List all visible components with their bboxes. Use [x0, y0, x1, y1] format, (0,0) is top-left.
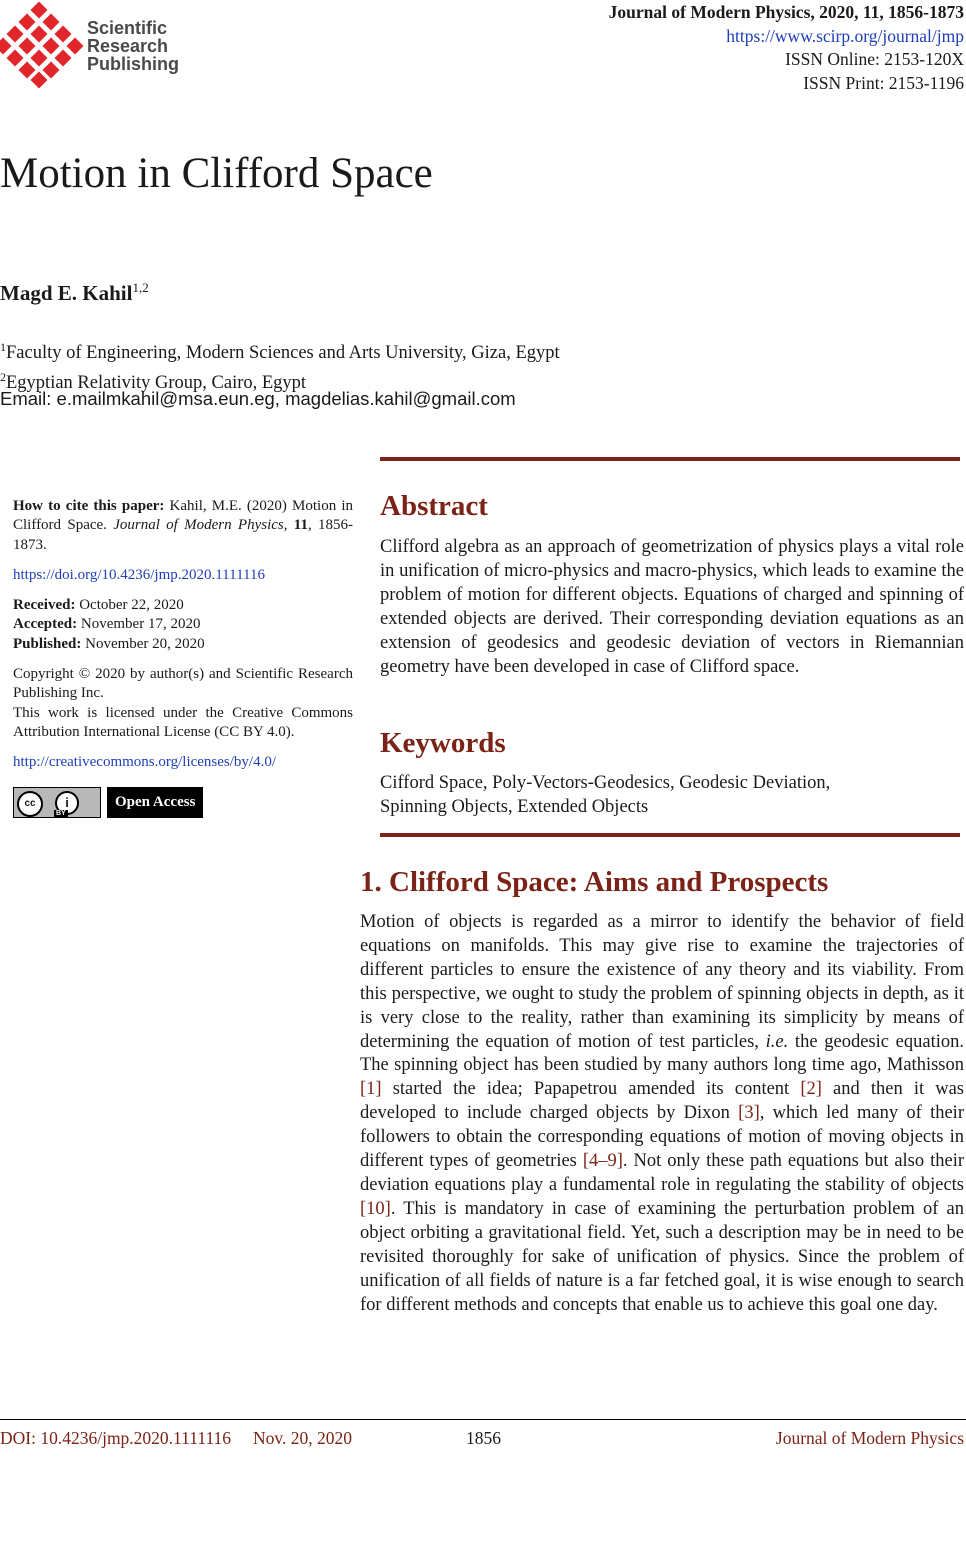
author-affil-sup: 1,2 — [132, 280, 149, 295]
issn-online: ISSN Online: 2153-120X — [785, 49, 964, 69]
body-text: the geodesic equation. The spinning object has been studied by many authors long time ago, Mathisson — [360, 1031, 965, 1076]
cite-label: How to cite this paper: — [13, 498, 165, 514]
body-text: and then it was developed to include charged objects by Dixon — [360, 1079, 964, 1124]
reference-link[interactable]: [1] — [360, 1079, 382, 1100]
published-value: November 20, 2020 — [81, 635, 205, 652]
person-icon: i — [55, 791, 79, 815]
page-number: 1856 — [466, 1428, 501, 1448]
received-value: October 22, 2020 — [75, 597, 184, 614]
received-label: Received: — [13, 597, 76, 614]
body-text: . This is mandatory in case of examining the perturbation problem of an object orbiting a gravitational field. Yet, such a description may be in need to be revisited thoroughly for sake of unification of physics. Since the problem of unification of all fields of nature is a far fetched goal, it is wise enough to search for different methods and concepts that enable us to achieve this goal one day. — [360, 1198, 964, 1315]
license-text: This work is licensed under the Creative Commons Attribution International License (CC BY 4.0). — [13, 704, 353, 740]
license-link[interactable]: http://creativecommons.org/licenses/by/4.0/ — [13, 754, 277, 771]
author-name-text: Magd E. Kahil — [0, 281, 133, 305]
reference-link[interactable]: [10] — [360, 1198, 391, 1219]
cite-separator: , — [283, 517, 294, 534]
cite-volume: 11 — [293, 517, 308, 534]
paper-title: Motion in Clifford Space — [0, 150, 433, 197]
body-text: . Not only these path equations but also their deviation equations play a fundamental role in regulating the stability of objects — [360, 1151, 965, 1195]
affil-text-1: Faculty of Engineering, Modern Sciences and Arts University, Giza, Egypt — [6, 343, 560, 364]
body-text: , which led many of their followers to obtain the corresponding equations of motion of moving objects in different types of geometries — [360, 1103, 964, 1172]
by-label: BY — [56, 809, 66, 817]
footer-date: Nov. 20, 2020 — [252, 1428, 352, 1448]
reference-link[interactable]: [3] — [738, 1103, 760, 1124]
abstract-top-rule — [380, 457, 960, 461]
logo-text — [87, 19, 179, 73]
section-1-heading: 1. Clifford Space: Aims and Prospects — [360, 866, 829, 898]
cite-text: Kahil, M.E. (2020) Motion in Clifford Space. — [13, 498, 354, 534]
affil-sup-2: 2 — [0, 369, 6, 384]
diamond-cluster-icon — [0, 2, 84, 88]
reference-link[interactable]: [2] — [800, 1079, 822, 1100]
keywords-line-2: Spinning Objects, Extended Objects — [380, 796, 649, 817]
keywords-heading: Keywords — [380, 727, 506, 759]
logo-line-3: Publishing — [87, 54, 179, 74]
section-1-body — [360, 911, 964, 1317]
cite-pages: , 1856-1873. — [13, 517, 354, 553]
journal-url-link[interactable]: https://www.scirp.org/journal/jmp — [726, 25, 964, 46]
affil-sup-1: 1 — [0, 340, 6, 354]
published-date — [13, 635, 353, 654]
abstract-heading: Abstract — [380, 490, 488, 522]
author-name — [0, 280, 149, 306]
received-date — [13, 596, 353, 615]
affiliation-1 — [0, 336, 560, 366]
footer-journal: Journal of Modern Physics — [775, 1428, 964, 1448]
sidebar — [13, 497, 353, 818]
abstract-bottom-rule — [380, 833, 960, 837]
doi-link[interactable]: https://doi.org/10.4236/jmp.2020.1111116 — [13, 566, 265, 583]
cc-icon: cc — [17, 791, 43, 817]
affil-text-2: Egyptian Relativity Group, Cairo, Egypt — [6, 372, 307, 393]
email-line: Email: e.mailmkahil@msa.eun.eg, magdelias.kahil@gmail.com — [0, 388, 516, 409]
published-label: Published: — [13, 635, 82, 652]
logo-line-2: Research — [87, 36, 169, 56]
body-text: Motion of objects is regarded as a mirror to identify the behavior of field equations on manifolds. This may give rise to examine the trajectories of different particles to ensure the existence of any theory and its viability. From this perspective, we ought to study the problem of spinning objects in depth, as it is very close to the reality, rather than examining its simplicity by means of determining the equation of motion of test particles, — [360, 912, 964, 1052]
abstract-text: Clifford algebra as an approach of geometrization of physics plays a vital role in unification of micro-physics and macro-physics, which leads to examine the problem of motion for different objects. Equations of charged and spinning of extended objects are derived. Their corresponding deviation equations as an extension of geodesics and geodesic deviation of vectors in Riemannian geometry have been developed in case of Clifford space. — [380, 537, 964, 677]
affiliations — [0, 336, 560, 395]
reference-link[interactable]: [4–9] — [582, 1151, 623, 1172]
footer-doi-text: DOI: 10.4236/jmp.2020.1111116 — [0, 1428, 232, 1448]
keywords-line-1: Cifford Space, Poly-Vectors-Geodesics, Geodesic Deviation, — [380, 773, 831, 793]
logo-line-1: Scientific — [87, 18, 168, 38]
body-text: started the idea; Papapetrou amended its content — [381, 1079, 801, 1100]
copyright-text: Copyright © 2020 by author(s) and Scientific Research Publishing Inc. — [13, 666, 353, 702]
footer-rule — [0, 1419, 966, 1420]
cite-journal: Journal of Modern Physics — [113, 517, 284, 534]
keywords-text — [380, 772, 964, 819]
publisher-logo — [0, 2, 190, 88]
open-access-badge: Open Access — [107, 787, 203, 818]
issn-print: ISSN Print: 2153-1196 — [803, 72, 964, 93]
accepted-date — [13, 615, 353, 634]
citation-block — [13, 497, 353, 555]
journal-citation: Journal of Modern Physics, 2020, 11, 1856-1873 — [608, 2, 964, 22]
footer-doi — [0, 1428, 352, 1449]
license-badges — [13, 787, 353, 818]
accepted-value: November 17, 2020 — [77, 616, 201, 633]
cc-by-badge[interactable] — [13, 787, 101, 818]
body-italic: i.e. — [765, 1031, 789, 1052]
journal-header — [609, 1, 964, 95]
accepted-label: Accepted: — [13, 616, 78, 633]
